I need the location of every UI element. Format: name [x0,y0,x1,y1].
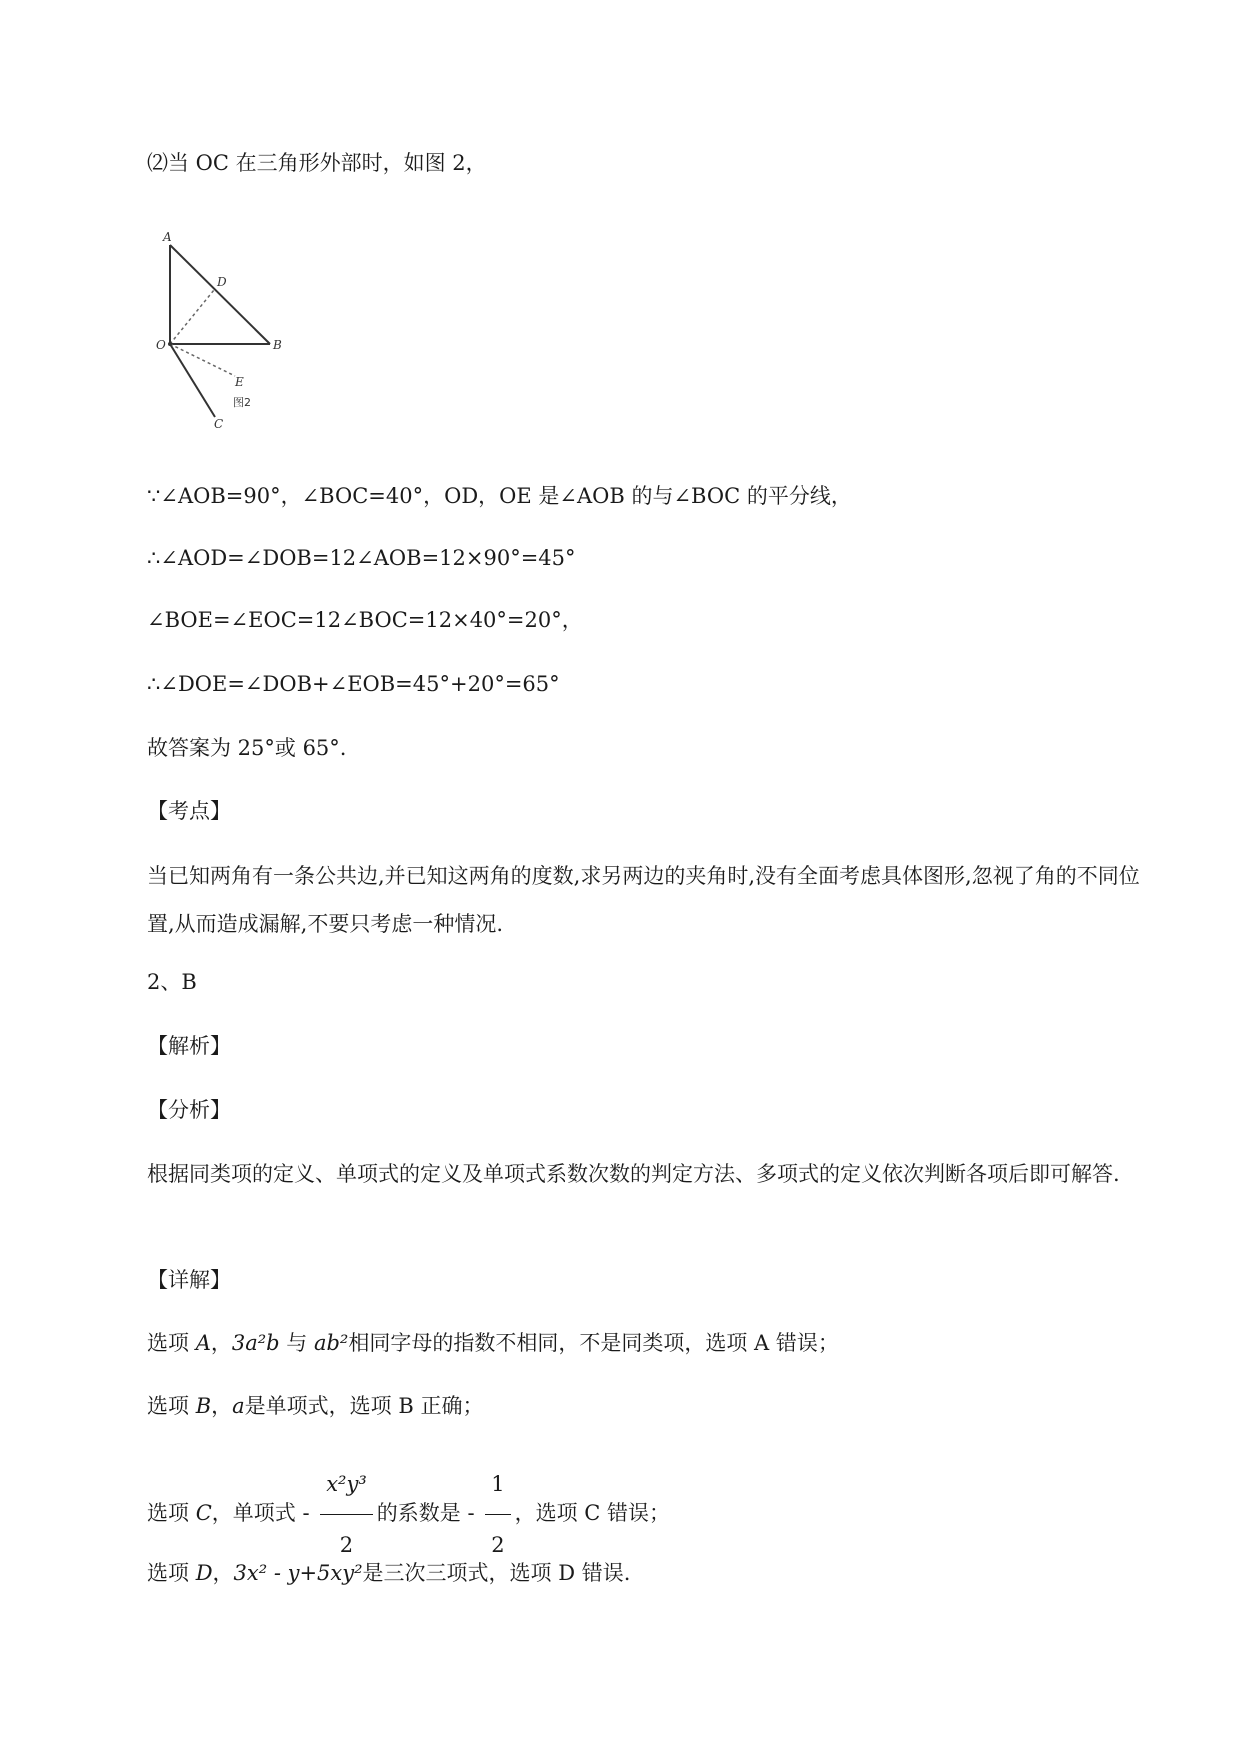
option-b-line: 选项 B，a是单项式，选项 B 正确； [147,1394,484,1418]
option-a-line: 选项 A，3a²b 与 ab²相同字母的指数不相同，不是同类项，选项 A 错误； [147,1331,839,1355]
label-o: O [156,338,166,352]
jiexi-heading: 【解析】 [147,1034,231,1058]
expr-ab2: ab² [313,1331,349,1355]
geometry-figure-2 [150,228,310,428]
expr-a: a [232,1394,245,1418]
expr-polynomial: 3x² - y+5xy² [233,1561,363,1585]
proof-step-1: ∴∠AOD=∠DOB=12∠AOB=12×90°=45° [147,546,576,570]
xiangjie-heading: 【详解】 [147,1268,231,1292]
proof-step-2: ∠BOE=∠EOC=12∠BOC=12×40°=20°， [147,608,583,632]
option-c-line: 选项 C，单项式 - $\frac{\text{x²y³}}{2}$ 的系数是 - $\frac{1}{2}$ ，选项 C 错误； [147,1456,670,1573]
question-2-answer: 2、B [147,970,197,994]
answer-line: 故答案为 25°或 65°. [147,736,347,760]
kaodian-text: 当已知两角有一条公共边,并已知这两角的度数,求另两边的夹角时,没有全面考虑具体图形,忽视了角的不同位置,从而造成漏解,不要只考虑一种情况. [147,864,1140,936]
case-heading: ⑵当 OC 在三角形外部时，如图 2， [147,151,487,175]
segment-ab [170,245,270,344]
label-d: D [217,275,227,289]
point-o [168,342,172,346]
fenxi-heading: 【分析】 [147,1098,231,1122]
label-c: C [214,417,224,428]
proof-given: ∵∠AOB=90°，∠BOC=40°，OD，OE 是∠AOB 的与∠BOC 的平分线， [147,484,852,508]
segment-od [170,290,214,344]
figure-caption: 图2 [233,396,251,409]
analysis-text: 根据同类项的定义、单项式的定义及单项式系数次数的判定方法、多项式的定义依次判断各项后即可解答. [147,1162,1120,1186]
option-d-line: 选项 D，3x² - y+5xy²是三次三项式，选项 D 错误. [147,1561,631,1585]
proof-step-3: ∴∠DOE=∠DOB+∠EOB=45°+20°=65° [147,672,560,696]
label-a: A [163,230,172,244]
expr-3a2b: 3a²b [231,1331,280,1355]
fraction-x2y3-over-2: $\frac{\text{x²y³}}{2}$ [320,1456,373,1573]
fraction-1-over-2: $\frac{1}{2}$ [485,1456,510,1573]
label-b: B [273,338,282,352]
kaodian-heading: 【考点】 [147,799,231,823]
label-e: E [235,375,244,389]
